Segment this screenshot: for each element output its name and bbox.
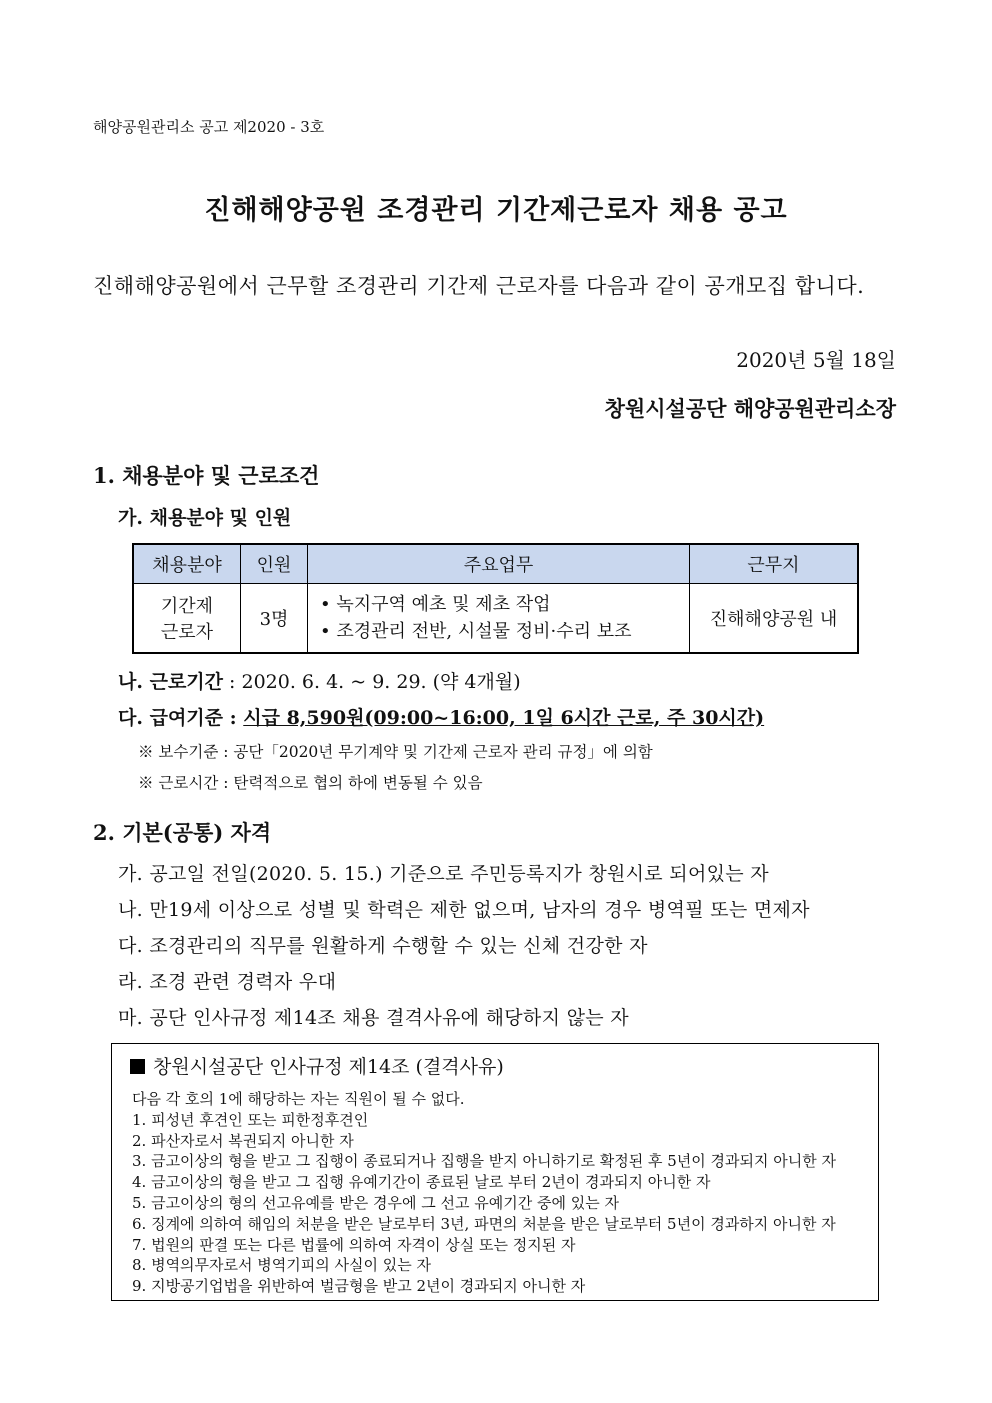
field-cell — [133, 584, 241, 654]
field-line: 근로자 — [160, 622, 214, 643]
qualification-item: 다. 조경관리의 직무를 원활하게 수행할 수 있는 신체 건강한 자 — [118, 935, 648, 957]
location-cell: 진해해양공원 내 — [690, 584, 859, 654]
box-line: 3. 금고이상의 형을 받고 그 집행이 종료되거나 집행을 받지 아니하기로 확정된 후 5년이 경과되지 아니한 자 — [132, 1152, 836, 1171]
disqualification-box — [111, 1043, 879, 1301]
box-line: 6. 징계에 의하여 해임의 처분을 받은 날로부터 3년, 파면의 처분을 받은 날로부터 5년이 경과하지 아니한 자 — [132, 1214, 836, 1233]
qualification-item: 가. 공고일 전일(2020. 5. 15.) 기준으로 주민등록지가 창원시로 되어있는 자 — [118, 863, 769, 885]
field-line: 기간제 — [160, 596, 214, 617]
table-header-cell: 인원 — [241, 544, 308, 584]
box-line: 4. 금고이상의 형을 받고 그 집행 유예기간이 종료된 날로 부터 2년이 경과되지 아니한 자 — [132, 1173, 711, 1192]
intro-text: 진해해양공원에서 근무할 조경관리 기간제 근로자를 다음과 같이 공개모집 합니다. — [93, 274, 865, 298]
duty-item: • 녹지구역 예초 및 제초 작업 — [320, 594, 551, 615]
box-content — [132, 1089, 836, 1297]
table-header-row — [133, 544, 858, 584]
work-period — [118, 667, 521, 694]
table-header-cell: 채용분야 — [133, 544, 241, 584]
box-title — [130, 1052, 504, 1079]
duties-cell — [308, 584, 690, 654]
recruitment-table — [132, 543, 859, 654]
box-line: 5. 금고이상의 형의 선고유예를 받은 경우에 그 선고 유예기간 중에 있는 자 — [132, 1193, 619, 1212]
pay-note: ※ 보수기준 : 공단「2020년 무기계약 및 기간제 근로자 관리 규정」에 의함 — [138, 743, 653, 761]
section-1-subheading: 가. 채용분야 및 인원 — [118, 507, 292, 529]
work-period-label: 나. 근로기간 — [118, 671, 223, 693]
box-line: 9. 지방공기업법을 위반하여 벌금형을 받고 2년이 경과되지 아니한 자 — [132, 1277, 586, 1296]
hours-note: ※ 근로시간 : 탄력적으로 협의 하에 변동될 수 있음 — [138, 774, 483, 792]
box-line: 7. 법원의 판결 또는 다른 법률에 의하여 자격이 상실 또는 정지된 자 — [132, 1235, 576, 1254]
qualification-item: 나. 만19세 이상으로 성별 및 학력은 제한 없으며, 남자의 경우 병역필 또는 면제자 — [118, 899, 810, 921]
page-title: 진해해양공원 조경관리 기간제근로자 채용 공고 — [204, 195, 788, 226]
duty-item: • 조경관리 전반, 시설물 정비·수리 보조 — [320, 621, 632, 642]
box-line: 다음 각 호의 1에 해당하는 자는 직원이 될 수 없다. — [132, 1090, 465, 1108]
box-line: 1. 피성년 후견인 또는 피한정후견인 — [132, 1110, 369, 1129]
qualification-item: 라. 조경 관련 경력자 우대 — [118, 971, 337, 993]
count-cell: 3명 — [241, 584, 308, 654]
notice-date: 2020년 5월 18일 — [736, 348, 896, 372]
pay-value: 시급 8,590원(09:00~16:00, 1일 6시간 근로, 주 30시간) — [243, 707, 765, 729]
section-2-heading: 2. 기본(공통) 자격 — [93, 820, 272, 845]
issuer: 창원시설공단 해양공원관리소장 — [604, 396, 896, 421]
pay-standard — [118, 703, 764, 730]
table-row — [133, 584, 858, 654]
work-period-value: : 2020. 6. 4. ~ 9. 29. (약 4개월) — [223, 671, 521, 693]
table-header-cell: 근무지 — [690, 544, 859, 584]
box-title-text: 창원시설공단 인사규정 제14조 (결격사유) — [153, 1056, 504, 1078]
section-1-heading: 1. 채용분야 및 근로조건 — [93, 463, 320, 488]
box-line: 2. 파산자로서 복권되지 아니한 자 — [132, 1131, 354, 1150]
pay-label: 다. 급여기준 : — [118, 707, 244, 729]
table-header-cell: 주요업무 — [308, 544, 690, 584]
document-number: 해양공원관리소 공고 제2020 - 3호 — [93, 118, 325, 136]
box-line: 8. 병역의무자로서 병역기피의 사실이 있는 자 — [132, 1256, 431, 1275]
square-bullet-icon — [130, 1059, 145, 1074]
qualification-item: 마. 공단 인사규정 제14조 채용 결격사유에 해당하지 않는 자 — [118, 1007, 629, 1029]
